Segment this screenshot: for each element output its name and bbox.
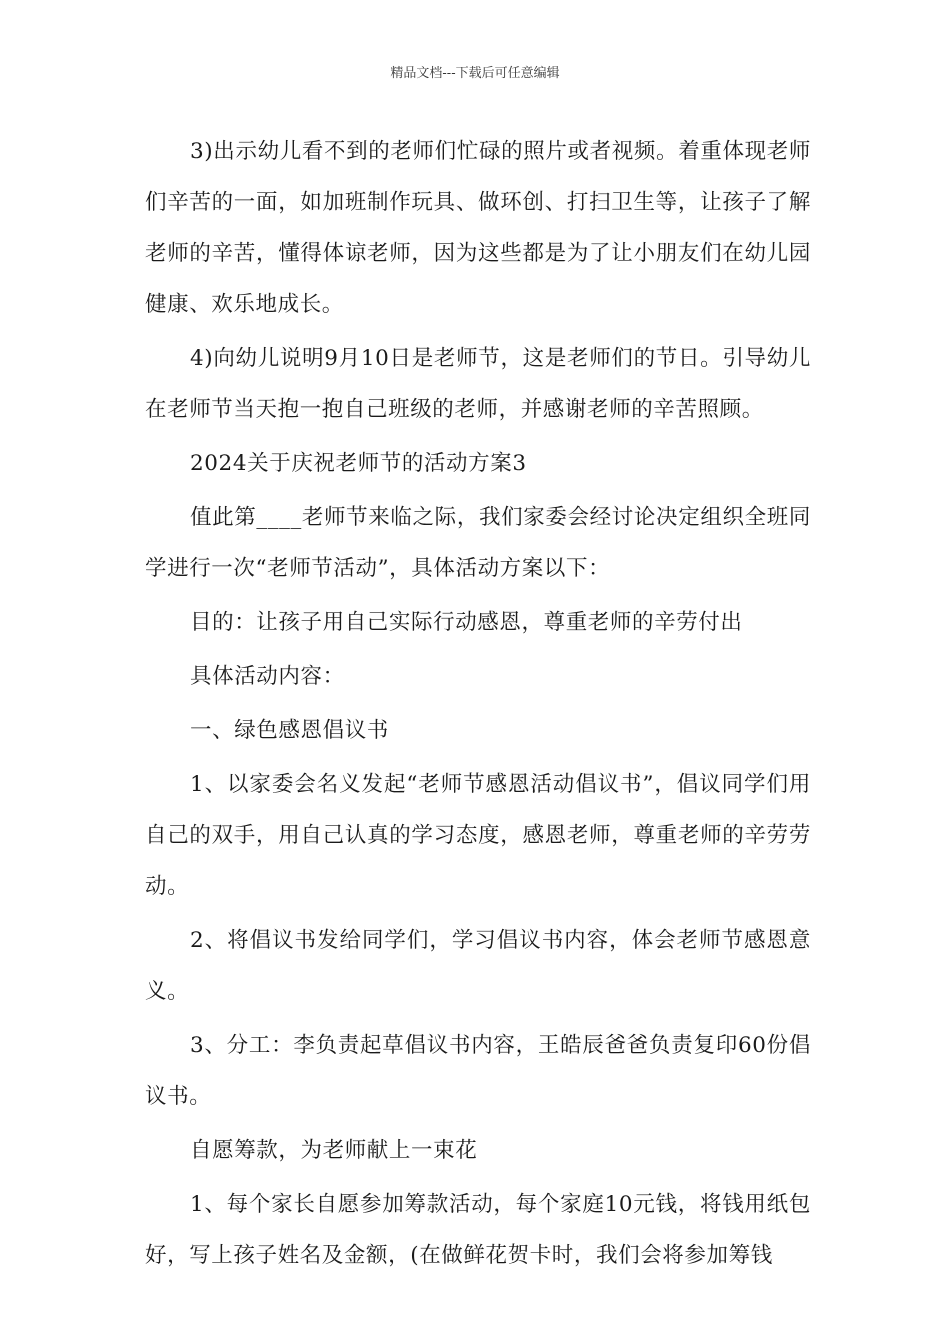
list-item-3: 3、分工：李负责起草倡议书内容，王皓辰爸爸负责复印60份倡议书。 xyxy=(145,1033,811,1109)
paragraph-1: 3)出示幼儿看不到的老师们忙碌的照片或者视频。着重体现老师们辛苦的一面，如加班制作玩具、做环创、打扫卫生等，让孩子了解老师的辛苦，懂得体谅老师，因为这些都是为了让小朋友们在幼儿园健康、欢乐地成长。 xyxy=(145,139,811,317)
list-item-1: 1、以家委会名义发起“老师节感恩活动倡议书”，倡议同学们用自己的双手，用自己认真的学习态度，感恩老师，尊重老师的辛劳劳动。 xyxy=(145,772,811,899)
document-body xyxy=(145,126,811,1284)
paragraph-purpose: 目的：让孩子用自己实际行动感恩，尊重老师的辛劳付出 xyxy=(190,610,743,635)
subheading-fundraising: 自愿筹款，为老师献上一束花 xyxy=(190,1138,478,1163)
section-title: 2024关于庆祝老师节的活动方案3 xyxy=(190,451,527,476)
paragraph-2: 4)向幼儿说明9月10日是老师节，这是老师们的节日。引导幼儿在老师节当天抱一抱自己班级的老师，并感谢老师的辛苦照顾。 xyxy=(145,346,811,422)
list-item-4: 1、每个家长自愿参加筹款活动，每个家庭10元钱，将钱用纸包好，写上孩子姓名及金额，(在做鲜花贺卡时，我们会将参加筹钱 xyxy=(145,1192,811,1268)
page-header: 精品文档---下载后可任意编辑 xyxy=(390,66,560,81)
subheading-proposal: 一、绿色感恩倡议书 xyxy=(190,718,389,743)
paragraph-intro: 值此第____老师节来临之际，我们家委会经讨论决定组织全班同学进行一次“老师节活动”，具体活动方案以下： xyxy=(145,505,811,581)
paragraph-content-heading: 具体活动内容： xyxy=(190,664,345,689)
list-item-2: 2、将倡议书发给同学们，学习倡议书内容，体会老师节感恩意义。 xyxy=(145,928,811,1004)
